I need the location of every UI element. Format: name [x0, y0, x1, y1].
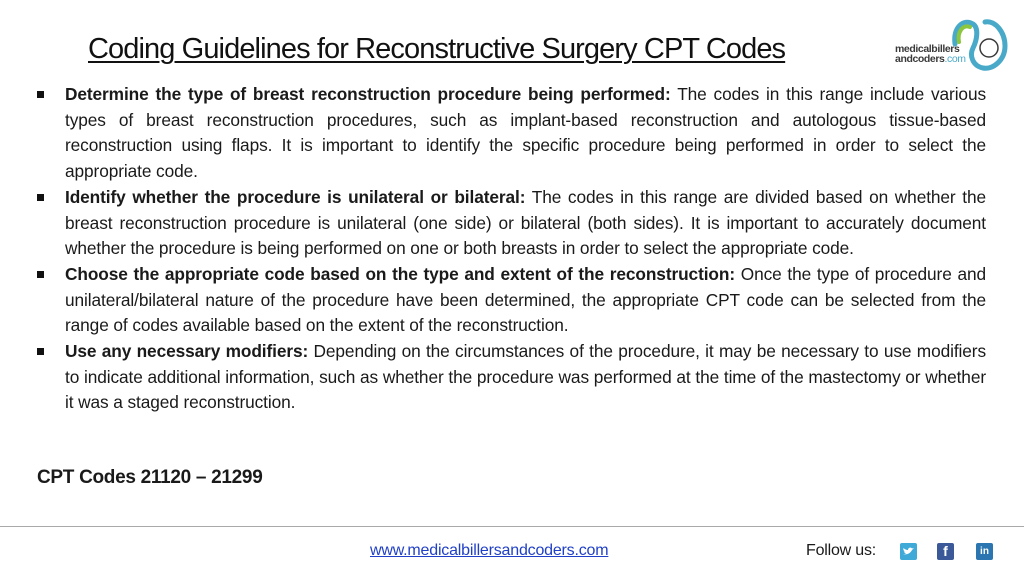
guideline-body: Depending on the circumstances of the procedure, it may be necessary to use modifiers to indicate additional information, such as whether the procedure was performed at the time of the mastectomy or whether it was a staged reconstruction.	[65, 341, 986, 413]
guideline-list	[34, 82, 986, 416]
guideline-heading: Determine the type of breast reconstruction procedure being performed:	[65, 84, 671, 104]
linkedin-icon[interactable]: in	[976, 543, 993, 560]
guideline-body: The codes in this range include various types of breast reconstruction procedures, such as implant-based reconstruction and autologous tissue-based reconstruction using flaps. It is important to identify the specific procedure being performed in order to select the appropriate code.	[65, 84, 986, 182]
company-logo	[893, 14, 1013, 72]
logo-text-domain: .com	[944, 53, 966, 65]
guideline-heading: Choose the appropriate code based on the type and extent of the reconstruction:	[65, 263, 735, 284]
website-link[interactable]: www.medicalbillersandcoders.com	[370, 542, 609, 559]
guideline-item	[34, 262, 986, 339]
guideline-heading: Identify whether the procedure is unilateral or bilateral:	[65, 186, 526, 207]
square-bullet-icon	[37, 194, 44, 201]
square-bullet-icon	[37, 348, 44, 355]
facebook-icon[interactable]: f	[937, 543, 954, 560]
cpt-code-range: CPT Codes 21120 – 21299	[37, 467, 263, 488]
guideline-body: The codes in this range are divided based on whether the breast reconstruction procedure is unilateral (one side) or bilateral (both sides). It is important to accurately document whether the procedure is being performed on one or both breasts in order to select the appropriate code.	[65, 186, 986, 259]
guideline-heading: Use any necessary modifiers:	[65, 341, 309, 362]
follow-us-label: Follow us:	[806, 542, 877, 559]
footer-divider	[0, 526, 1024, 527]
guideline-item	[34, 339, 986, 416]
logo-text-main: medicalbillers andcoders	[895, 43, 960, 65]
slide-title: Coding Guidelines for Reconstructive Surgery CPT Codes	[88, 33, 786, 65]
twitter-icon[interactable]	[900, 543, 917, 560]
square-bullet-icon	[37, 91, 44, 98]
guideline-body: Once the type of procedure and unilateral/bilateral nature of the procedure have been determined, the appropriate CPT code can be selected from the range of codes available based on the extent of the reconstruction.	[65, 263, 987, 336]
guideline-item	[34, 185, 986, 262]
square-bullet-icon	[37, 271, 44, 278]
guideline-item	[34, 82, 986, 185]
